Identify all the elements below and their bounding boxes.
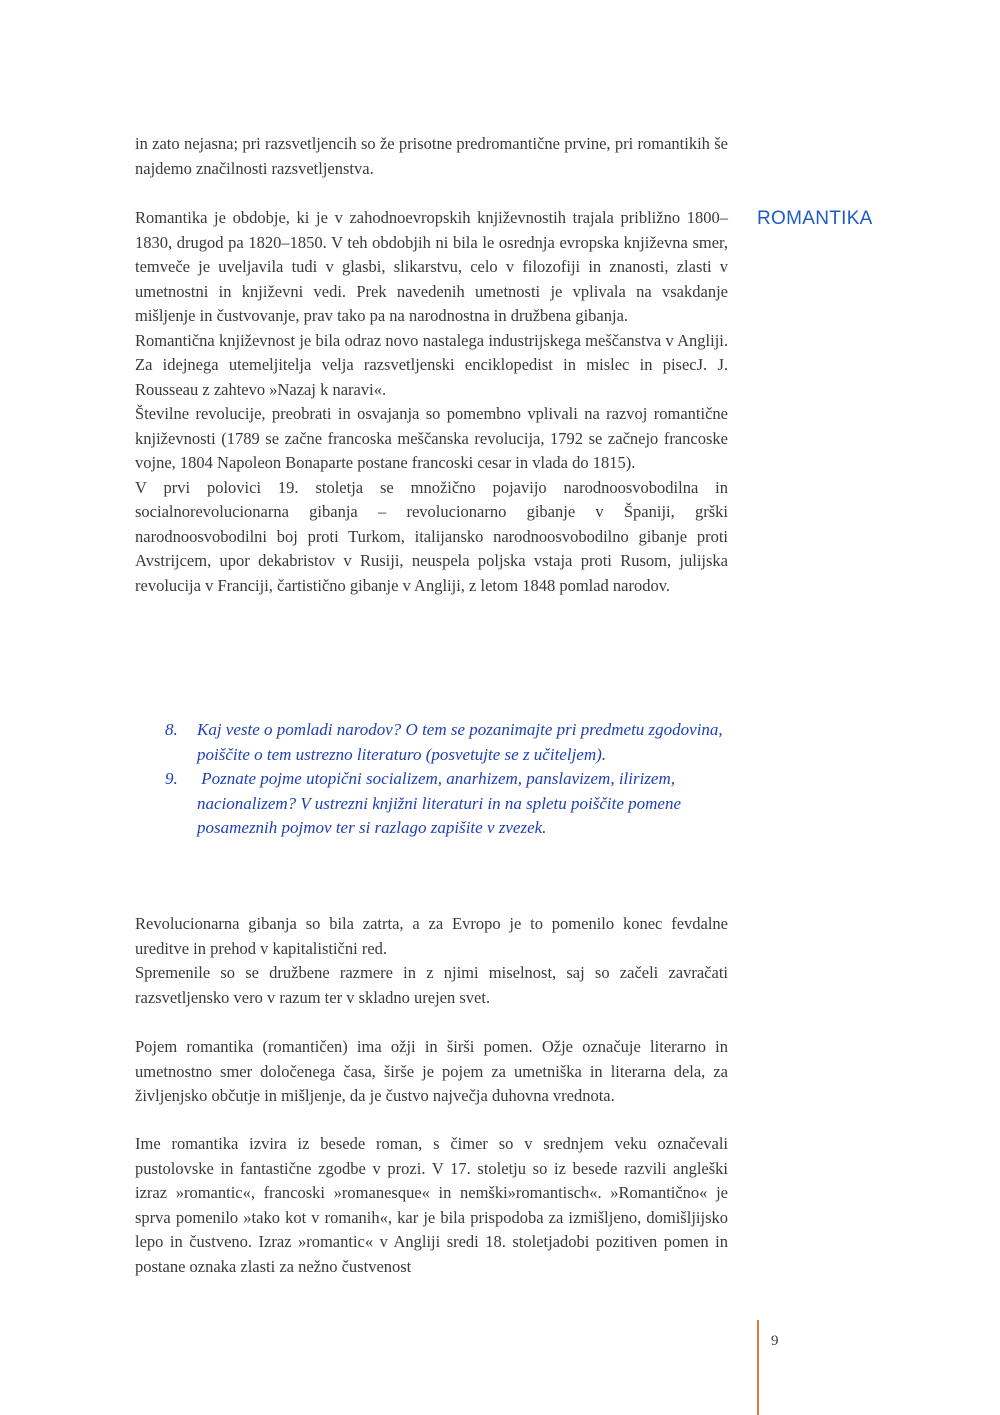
section-romantika-overview	[135, 206, 728, 598]
paragraph: Romantična književnost je bila odraz novo nastalega industrijskega meščanstva v Angliji. Za idejnega utemeljitelja velja razsvetljenski enciklopedist in mislec in pisecJ. J. Rousseau z zahtevo »Nazaj k naravi«.	[135, 330, 728, 399]
section-heading-romantika: ROMANTIKA	[757, 208, 873, 229]
page-number: 9	[771, 1333, 779, 1349]
paragraph: Romantika je obdobje, ki je v zahodnoevropskih književnostih trajala približno 1800–1830, drugod pa 1820–1850. V teh obdobjih ni bila le osrednja evropska književna smer, temveče je uveljavila tudi v glasbi, slikarstvu, celo v filozofiji in znanosti, zlasti v umetnostni in književni vedi. Prek navedenih umetnosti je vplivala na vsakdanje mišljenje in čustvovanje, prav tako pa na narodnostna in družbena gibanja.	[135, 208, 728, 325]
paragraph: Spremenile so se družbene razmere in z njimi miselnost, saj so začeli zavračati razsvetljensko vero v razum ter v skladno urejen svet.	[135, 963, 728, 1007]
paragraph: V prvi polovici 19. stoletja se množično pojavijo narodnoosvobodilna in socialnorevolucionarna gibanja – revolucionarno gibanje v Španiji, grški narodnoosvobodilni boj proti Turkom, italijansko narodnoosvobodilno gibanje proti Avstrijcem, upor dekabristov v Rusiji, neuspela poljska vstaja proti Rusom, julijska revolucija v Franciji, čartistično gibanje v Angliji, z letom 1848 pomlad narodov.	[135, 477, 728, 595]
question-item	[165, 718, 735, 767]
question-number: 8.	[165, 720, 178, 739]
question-text: Poznate pojme utopični socializem, anarhizem, panslavizem, ilirizem, nacionalizem? V ustrezni knjižni literaturi in na spletu poiščite pomene posameznih pojmov ter si razlago zapišite v zvezek.	[197, 769, 686, 837]
question-item	[165, 767, 735, 841]
intro-paragraph-block	[135, 132, 728, 181]
section-term-origin	[135, 1132, 728, 1279]
paragraph: Številne revolucije, preobrati in osvajanja so pomembno vplivali na razvoj romantične književnosti (1789 se začne francoska meščanska revolucija, 1792 se začnejo francoske vojne, 1804 Napoleon Bonaparte postane francoski cesar in vlada do 1815).	[135, 404, 728, 472]
paragraph: Revolucionarna gibanja so bila zatrta, a za Evropo je to pomenilo konec fevdalne ureditve in prehod v kapitalistični red.	[135, 914, 728, 958]
question-number: 9.	[165, 769, 178, 788]
paragraph: Ime romantika izvira iz besede roman, s čimer so v srednjem veku označevali pustolovske in fantastične zgodbe v prozi. V 17. stoletju so iz besede razvili angleški izraz »romantic«, francoski »romanesque« in nemški»romantisch«. »Romantično« je sprva pomenilo »tako kot v romanih«, kar je bila prispodoba za izmišljeno, domišljijsko lepo in čustveno. Izraz »romantic« v Angliji sredi 18. stoletjadobi pozitiven pomen in postane oznaka zlasti za nežno čustvenost	[135, 1134, 728, 1276]
section-term-meaning	[135, 1035, 728, 1109]
question-text: Kaj veste o pomladi narodov? O tem se pozanimajte pri predmetu zgodovina, poiščite o tem ustrezno literaturo (posvetujte se z učiteljem).	[197, 720, 723, 764]
section-revolution-outcome	[135, 912, 728, 1010]
questions-list	[165, 718, 735, 841]
paragraph: Pojem romantika (romantičen) ima ožji in širši pomen. Ožje označuje literarno in umetnostno smer določenega časa, širše je pojem za umetniška in literarna dela, za življenjsko občutje in mišljenje, da je čustvo največja duhovna vrednota.	[135, 1037, 728, 1105]
intro-paragraph: in zato nejasna; pri razsvetljencih so že prisotne predromantične prvine, pri romantikih še najdemo značilnosti razsvetljenstva.	[135, 134, 728, 178]
footer-divider-line	[757, 1320, 759, 1415]
